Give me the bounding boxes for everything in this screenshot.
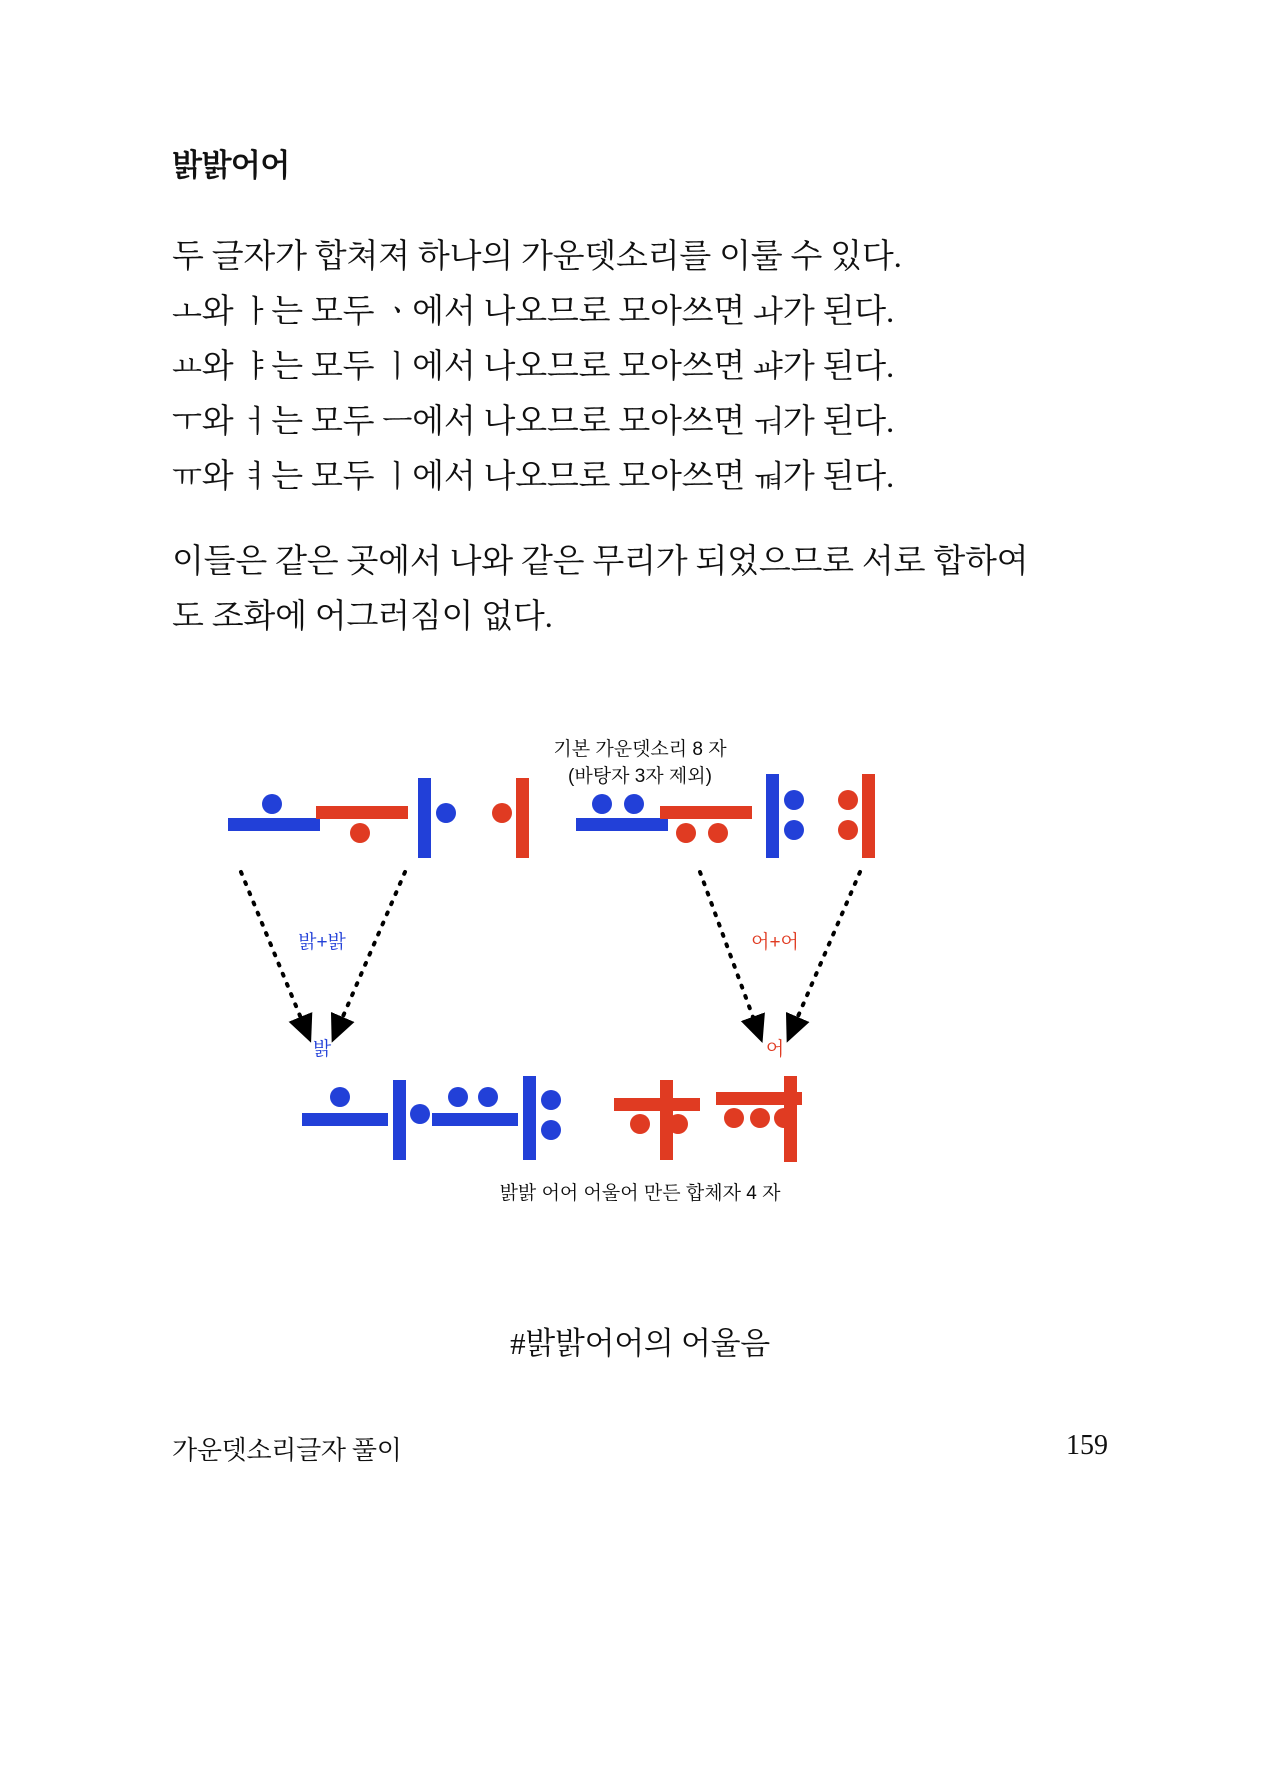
- jamo-glyph-a: [418, 778, 456, 858]
- jamo-yo: ㅛ: [172, 348, 202, 385]
- jamo-yo-ya: ㆇ: [753, 348, 783, 385]
- closing-paragraph-line-1: 이들은 같은 곳에서 나와 같은 무리가 되었으므로 서로 합하여: [172, 543, 1029, 580]
- jamo-i: ㅣ: [382, 348, 413, 385]
- footer-chapter-label: 가운뎃소리글자 풀이: [172, 1436, 402, 1465]
- article-content: [172, 148, 1112, 645]
- jamo-eo: ㅓ: [241, 403, 272, 440]
- jamo-glyph-u: [316, 806, 408, 843]
- rule-4-first-suffix: 와: [201, 458, 234, 495]
- jamo-glyph-yu: [660, 806, 752, 843]
- rule-line-3: [172, 395, 1112, 450]
- rule-1-tail: 가 된다.: [782, 293, 894, 330]
- jamo-ya: ㅑ: [241, 348, 272, 385]
- figure-caption-top-line2: (바탕자 3자 제외): [568, 766, 712, 787]
- arrow-right-from-yu: [700, 872, 757, 1028]
- jamo-glyph-yo: [576, 794, 668, 831]
- jamo-combination-diagram: [0, 700, 1280, 1240]
- jamo-glyph-yo-ya: [432, 1076, 561, 1160]
- rule-1-second-suffix: 는 모두: [271, 293, 375, 330]
- rule-1-first-suffix: 와: [201, 293, 234, 330]
- rule-2-tail: 가 된다.: [782, 348, 894, 385]
- jamo-o: ㅗ: [172, 293, 202, 330]
- rule-3-first-suffix: 와: [201, 403, 234, 440]
- jamo-glyph-yu-yeo: [716, 1076, 802, 1162]
- rule-3-tail: 가 된다.: [782, 403, 894, 440]
- rule-line-4: [172, 450, 1112, 505]
- rule-line-2: [172, 340, 1112, 395]
- rule-4-middle: 에서 나오므로 모아쓰면: [412, 458, 746, 495]
- jamo-glyph-o: [228, 794, 320, 831]
- rule-3-second-suffix: 는 모두: [271, 403, 375, 440]
- label-balg-plus-balg: 밝+밝: [298, 932, 346, 953]
- jamo-glyph-yeo: [838, 774, 875, 858]
- jamo-wa: ㅘ: [753, 293, 783, 330]
- intro-paragraph: 두 글자가 합쳐져 하나의 가운뎃소리를 이룰 수 있다.: [172, 238, 902, 275]
- rule-2-middle: 에서 나오므로 모아쓰면: [412, 348, 746, 385]
- jamo-wo: ㅝ: [753, 403, 783, 440]
- rule-2-second-suffix: 는 모두: [271, 348, 375, 385]
- rule-line-1: [172, 285, 1112, 340]
- jamo-u: ㅜ: [172, 403, 202, 440]
- jamo-yu-yeo: ㆊ: [753, 458, 783, 495]
- arrow-left-from-a: [338, 872, 405, 1028]
- jamo-glyph-wo: [614, 1080, 700, 1160]
- arrow-right-from-yeo: [793, 872, 860, 1028]
- closing-paragraph-line-2: 도 조화에 어그러짐이 없다.: [172, 598, 553, 635]
- rule-3-middle: 에서 나오므로 모아쓰면: [412, 403, 746, 440]
- label-eo-plus-eo: 어+어: [751, 932, 799, 953]
- rule-4-second-suffix: 는 모두: [271, 458, 375, 495]
- jamo-yu: ㅠ: [172, 458, 202, 495]
- figure-caption-bottom: 밝밝 어어 어울어 만든 합체자 4 자: [499, 1183, 781, 1204]
- jamo-yeo: ㅕ: [241, 458, 272, 495]
- figure-title: #밝밝어어의 어울음: [510, 1326, 770, 1361]
- label-balg-result: 밝: [312, 1039, 332, 1060]
- rule-4-tail: 가 된다.: [782, 458, 894, 495]
- jamo-glyph-ya: [766, 774, 804, 858]
- page-number: 159: [1066, 1430, 1108, 1461]
- jamo-glyph-eo: [492, 778, 529, 858]
- page-title: 밝밝어어: [172, 148, 290, 183]
- jamo-eu: ㅡ: [382, 403, 413, 440]
- arrow-left-from-o: [241, 872, 305, 1028]
- diagram-svg: [0, 700, 1280, 1240]
- rule-2-first-suffix: 와: [201, 348, 234, 385]
- jamo-a: ㅏ: [241, 293, 272, 330]
- figure-caption-top-line1: 기본 가운뎃소리 8 자: [553, 739, 727, 760]
- rule-1-middle: 에서 나오므로 모아쓰면: [412, 293, 746, 330]
- label-eo-result: 어: [765, 1039, 785, 1060]
- jamo-arae-a: ㆍ: [382, 293, 413, 330]
- jamo-i-2: ㅣ: [382, 458, 413, 495]
- jamo-glyph-wa: [302, 1080, 430, 1160]
